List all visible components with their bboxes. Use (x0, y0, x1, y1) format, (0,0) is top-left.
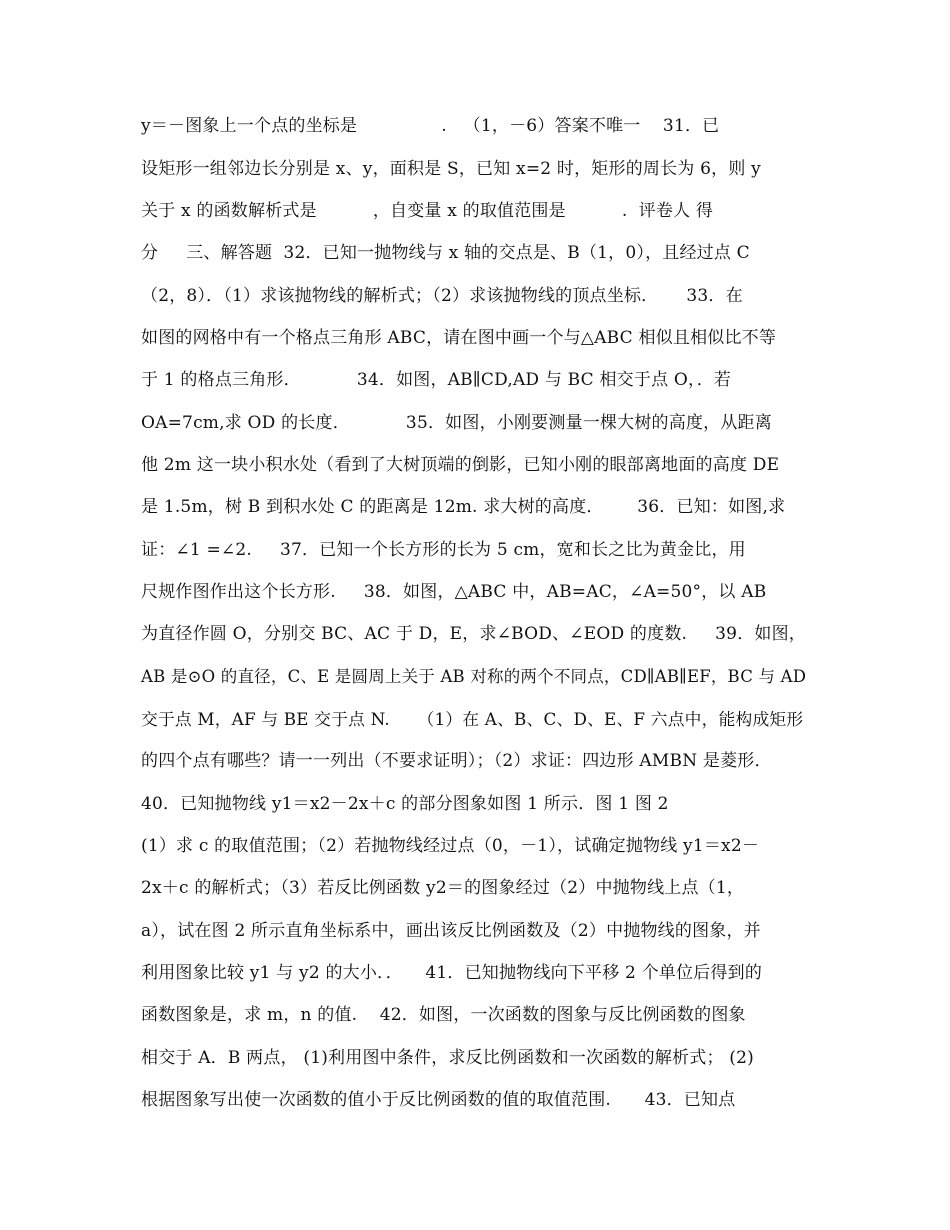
text-line: 的四个点有哪些？请一一列出（不要求证明）；（2）求证：四边形 AMBN 是菱形． (141, 751, 772, 771)
text-line: 设矩形一组邻边长分别是 x、y，面积是 S，已知 x=2 时，矩形的周长为 6，则 y (141, 159, 761, 179)
text-line: 是 1.5m，树 B 到积水处 C 的距离是 12m. 求大树的高度． 36．已知：如图,求 (141, 497, 786, 517)
text-line: 交于点 M，AF 与 BE 交于点 N. （1）在 A、B、C、D、E、F 六点中，能构成矩形 (141, 709, 804, 729)
text-line: 函数图象是，求 m，n 的值. 42．如图，一次函数的图象与反比例函数的图象 (141, 1005, 746, 1025)
text-line: OA=7cm,求 OD 的长度． 35．如图，小刚要测量一棵大树的高度，从距离 (141, 413, 772, 433)
text-line: AB 是⊙O 的直径，C、E 是圆周上关于 AB 对称的两个不同点，CD∥AB∥EF，BC 与 AD (141, 667, 807, 686)
text-line: 分 三、解答题 32．已知一抛物线与 x 轴的交点是、B（1，0），且经过点 C (141, 243, 750, 263)
text-line: 尺规作图作出这个长方形. 38．如图，△ABC 中，AB=AC，∠A=50°，以 AB (141, 582, 767, 602)
text-line: 如图的网格中有一个格点三角形 ABC，请在图中画一个与△ABC 相似且相似比不等 (141, 328, 777, 348)
text-line: 关于 x 的函数解析式是 ，自变量 x 的取值范围是 . 评卷人 得 (141, 201, 714, 221)
text-line: (1）求 c 的取值范围；（2）若抛物线经过点（0，－1），试确定抛物线 y1＝x2－ (141, 836, 760, 856)
text-line: 为直径作圆 O，分别交 BC、AC 于 D，E，求∠BOD、∠EOD 的度数. 39．如图， (141, 624, 806, 644)
text-line: 40．已知抛物线 y1＝x2－2x＋c 的部分图象如图 1 所示．图 1 图 2 (141, 794, 669, 814)
text-line: 于 1 的格点三角形． 34．如图，AB∥CD,AD 与 BC 相交于点 O，．若 (141, 370, 732, 390)
text-line: 证：∠1 =∠2. 37．已知一个长方形的长为 5 cm，宽和长之比为黄金比，用 (141, 540, 746, 560)
text-line: y＝－图象上一个点的坐标是 . （1，－6）答案不唯一 31．已 (141, 116, 720, 136)
text-line: 利用图象比较 y1 与 y2 的大小．． 41．已知抛物线向下平移 2 个单位后得到的 (141, 963, 763, 983)
text-line: 2x＋c 的解析式；（3）若反比例函数 y2＝的图象经过（2）中抛物线上点（1， (141, 878, 745, 898)
text-line: 他 2m 这一块小积水处（看到了大树顶端的倒影，已知小刚的眼部离地面的高度 DE (141, 455, 780, 475)
text-line: 相交于 A．B 两点， (1)利用图中条件，求反比例函数和一次函数的解析式； (2) (141, 1048, 754, 1068)
text-line: 根据图象写出使一次函数的值小于反比例函数的值的取值范围. 43．已知点 (141, 1090, 736, 1110)
text-line: a），试在图 2 所示直角坐标系中，画出该反比例函数及（2）中抛物线的图象，并 (141, 921, 761, 941)
text-line: （2，8）．（1）求该抛物线的解析式；（2）求该抛物线的顶点坐标． 33．在 (141, 286, 743, 306)
